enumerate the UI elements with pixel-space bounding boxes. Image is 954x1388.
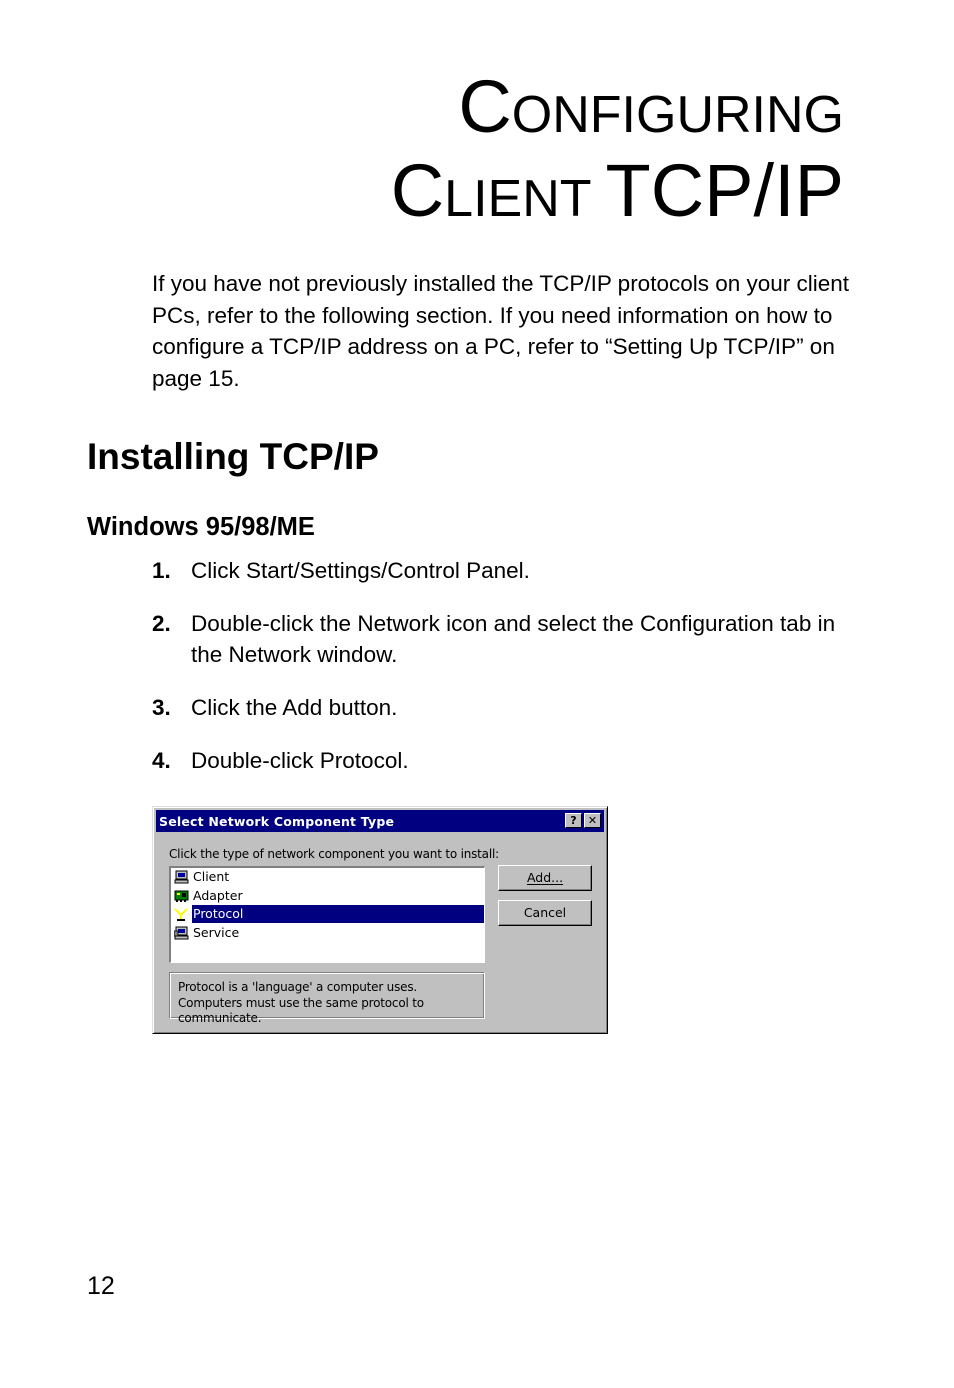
subsection-heading: Windows 95/98/ME [87,513,315,541]
step-text: Double-click Protocol. [191,748,409,773]
add-button[interactable] [498,865,592,891]
list-item-label: Adapter [193,887,243,903]
help-button[interactable]: ? [565,813,582,828]
list-item-service[interactable] [171,924,484,943]
steps-list [152,555,852,798]
title-word-client: Client [390,149,592,232]
intro-paragraph: If you have not previously installed the TCP/IP protocols on your client PCs, refer to the following section. If you need information on how to configure a TCP/IP address on a PC, refer to “Setting Up TCP/IP” on page 15. [152,271,850,391]
page-number: 12 [87,1272,115,1300]
step-item [152,692,852,723]
list-item-label: Service [193,924,240,940]
list-item-label: Protocol [192,905,484,923]
page-title [390,65,844,232]
title-word-tcpip: TCP/IP [605,149,844,232]
service-icon [174,926,189,940]
select-network-component-dialog [152,806,608,1034]
close-button[interactable]: ✕ [584,813,601,828]
section-heading: Installing TCP/IP [87,436,379,477]
add-button-label: Add... [526,870,564,885]
step-item [152,745,852,776]
adapter-icon [174,889,189,903]
step-number: 3. [152,695,171,720]
step-text: Click the Add button. [191,695,398,720]
dialog-prompt: Click the type of network component you want to install: [169,847,499,861]
cancel-button[interactable]: Cancel [498,900,592,926]
title-line-1: Configuring [458,65,844,148]
component-description: Protocol is a 'language' a computer uses. Computers must use the same protocol to communicate. [169,972,485,1019]
client-icon [174,870,189,884]
step-number: 4. [152,748,171,773]
list-item-adapter[interactable] [171,887,484,906]
step-number: 1. [152,558,171,583]
list-item-protocol[interactable] [171,905,484,924]
dialog-title: Select Network Component Type [159,814,395,829]
list-item-client[interactable] [171,868,484,887]
list-item-label: Client [193,869,230,884]
title-line-2 [390,149,844,232]
dialog-titlebar[interactable] [156,810,604,832]
step-text: Double-click the Network icon and select the Configuration tab in the Network window. [191,611,836,667]
step-item [152,608,852,670]
step-number: 2. [152,611,171,636]
component-type-list[interactable] [169,866,485,963]
step-text: Click Start/Settings/Control Panel. [191,558,530,583]
step-item [152,555,852,586]
protocol-icon [174,907,189,921]
